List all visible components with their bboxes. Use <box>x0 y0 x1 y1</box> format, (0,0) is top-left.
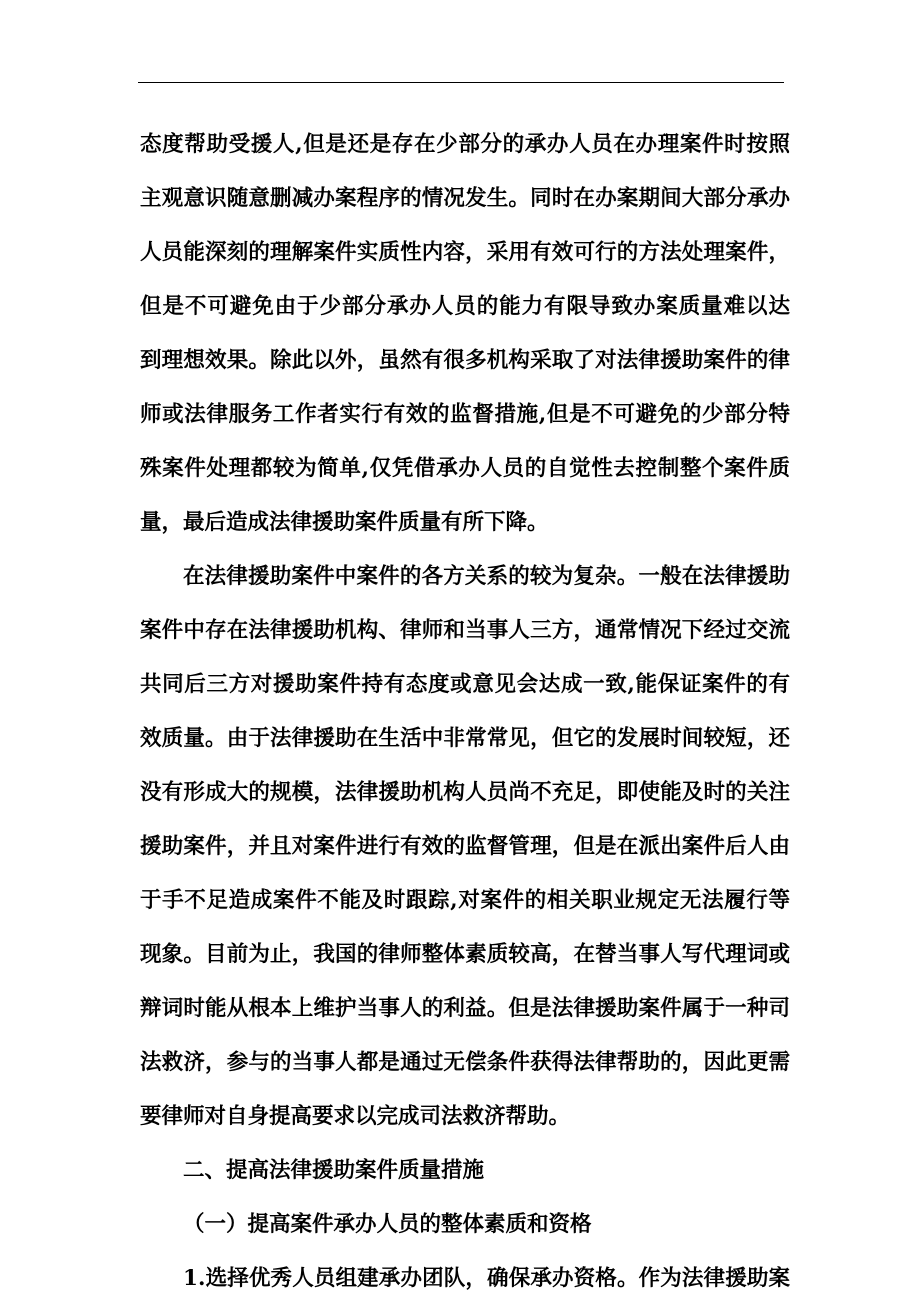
paragraph-line: 师或法律服务工作者实行有效的监督措施,但是不可避免的少部分特 <box>140 402 790 427</box>
paragraph-line: 态度帮助受援人,但是还是存在少部分的承办人员在办理案件时按照 <box>140 132 790 157</box>
paragraph-line: 人员能深刻的理解案件实质性内容，采用有效可行的方法处理案件， <box>140 240 790 265</box>
section-heading: 二、提高法律援助案件质量措施 <box>183 1158 485 1183</box>
paragraph-line: 量，最后造成法律援助案件质量有所下降。 <box>140 510 549 535</box>
paragraph-line: 共同后三方对援助案件持有态度或意见会达成一致,能保证案件的有 <box>140 672 790 697</box>
paragraph-line: 到理想效果。除此以外，虽然有很多机构采取了对法律援助案件的律 <box>140 348 790 373</box>
paragraph-line: 要律师对自身提高要求以完成司法救济帮助。 <box>140 1104 571 1129</box>
paragraph-line: 案件中存在法律援助机构、律师和当事人三方，通常情况下经过交流 <box>140 618 790 643</box>
paragraph-line: 法救济，参与的当事人都是通过无偿条件获得法律帮助的，因此更需 <box>140 1050 790 1075</box>
paragraph-line: 殊案件处理都较为简单,仅凭借承办人员的自觉性去控制整个案件质 <box>140 456 790 481</box>
header-rule <box>138 82 784 83</box>
paragraph-line: 援助案件，并且对案件进行有效的监督管理，但是在派出案件后人由 <box>140 834 790 859</box>
subsection-heading: （一）提高案件承办人员的整体素质和资格 <box>183 1212 592 1237</box>
paragraph-line: 现象。目前为止，我国的律师整体素质较高，在替当事人写代理词或 <box>140 942 790 967</box>
paragraph-line: 效质量。由于法律援助在生活中非常常见，但它的发展时间较短，还 <box>140 726 790 751</box>
paragraph-2 <box>140 550 790 1144</box>
paragraph-line: 主观意识随意删减办案程序的情况发生。同时在办案期间大部分承办 <box>140 186 790 211</box>
paragraph-line: 于手不足造成案件不能及时跟踪,对案件的相关职业规定无法履行等 <box>140 888 790 913</box>
paragraph-line: 但是不可避免由于少部分承办人员的能力有限导致办案质量难以达 <box>140 294 790 319</box>
paragraph-1 <box>140 118 790 550</box>
paragraph-line: 辩词时能从根本上维护当事人的利益。但是法律援助案件属于一种司 <box>140 996 790 1021</box>
body-text <box>140 118 790 1306</box>
numbered-item-line: 1.选择优秀人员组建承办团队，确保承办资格。作为法律援助案 <box>183 1266 790 1291</box>
paragraph-line: 在法律援助案件中案件的各方关系的较为复杂。一般在法律援助 <box>183 564 790 589</box>
paragraph-line: 没有形成大的规模，法律援助机构人员尚不充足，即使能及时的关注 <box>140 780 790 805</box>
